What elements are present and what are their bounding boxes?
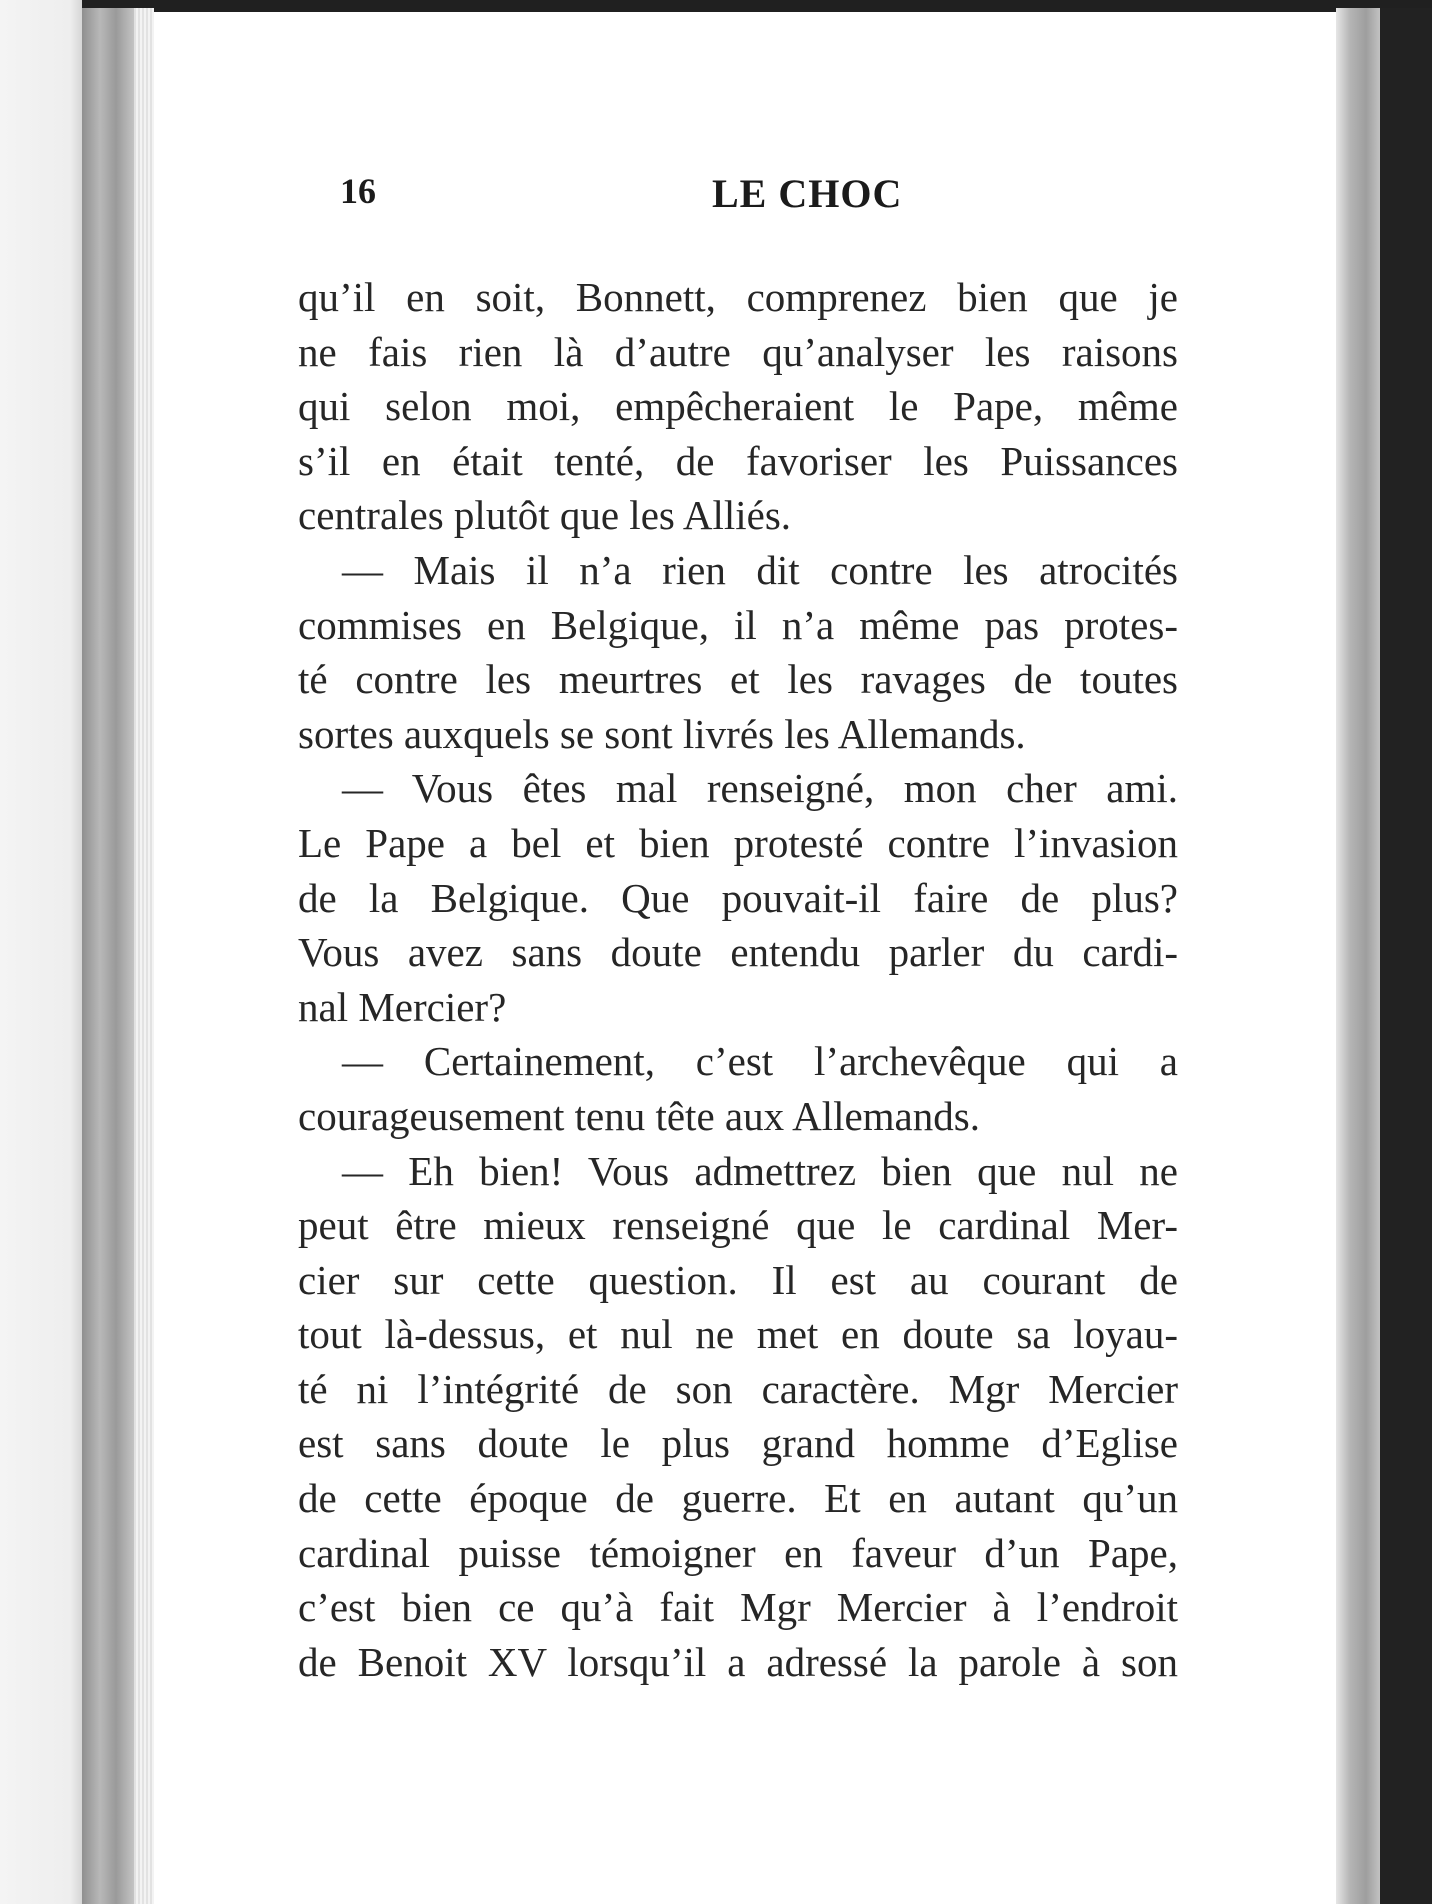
text-line: ne fais rien là d’autre qu’analyser les raisons — [298, 328, 1178, 375]
book-page — [154, 12, 1336, 1904]
body-text — [298, 270, 1178, 1689]
text-line: qui selon moi, empêcheraient le Pape, même — [298, 383, 1178, 430]
text-line: — Mais il n’a rien dit contre les atrocités — [342, 546, 1178, 593]
text-line: sortes auxquels se sont livrés les Allemands. — [298, 710, 1026, 757]
text-line: — Vous êtes mal renseigné, mon cher ami. — [342, 765, 1178, 812]
text-line: Vous avez sans doute entendu parler du cardi- — [298, 929, 1178, 976]
text-line: Le Pape a bel et bien protesté contre l’invasion — [298, 819, 1178, 866]
page-header — [154, 160, 1336, 230]
book-page-edges — [134, 8, 154, 1904]
text-line: de la Belgique. Que pouvait-il faire de plus? — [298, 874, 1178, 921]
text-line: courageusement tenu tête aux Allemands. — [298, 1092, 980, 1139]
scan-right-margin — [1380, 8, 1432, 1904]
book-spine-shadow — [82, 8, 134, 1904]
text-line: qu’il en soit, Bonnett, comprenez bien que je — [298, 274, 1178, 320]
text-line: cardinal puisse témoigner en faveur d’un Pape, — [298, 1529, 1178, 1576]
book-right-gutter — [1336, 8, 1380, 1904]
scan-left-margin — [0, 0, 82, 1904]
text-line: — Eh bien! Vous admettrez bien que nul ne — [342, 1147, 1178, 1194]
text-line: tout là-dessus, et nul ne met en doute sa loyau- — [298, 1311, 1178, 1358]
text-line: c’est bien ce qu’à fait Mgr Mercier à l’endroit — [298, 1584, 1178, 1631]
text-line: de Benoit XV lorsqu’il a adressé la parole à son — [298, 1638, 1178, 1685]
scan-top-border — [0, 0, 1432, 12]
text-line: — Certainement, c’est l’archevêque qui a — [342, 1038, 1178, 1085]
text-line: nal Mercier? — [298, 983, 507, 1030]
text-line: de cette époque de guerre. Et en autant qu’un — [298, 1475, 1178, 1522]
text-line: cier sur cette question. Il est au courant de — [298, 1256, 1178, 1303]
running-title: LE CHOC — [712, 171, 903, 216]
page-number: 16 — [340, 171, 376, 211]
text-line: té ni l’intégrité de son caractère. Mgr Mercier — [298, 1365, 1178, 1412]
text-line: est sans doute le plus grand homme d’Eglise — [298, 1420, 1178, 1467]
text-line: centrales plutôt que les Alliés. — [298, 492, 792, 539]
text-line: commises en Belgique, il n’a même pas protes- — [298, 601, 1178, 648]
text-line: té contre les meurtres et les ravages de toutes — [298, 656, 1178, 703]
text-line: peut être mieux renseigné que le cardinal Mer- — [298, 1202, 1178, 1249]
text-line: s’il en était tenté, de favoriser les Puissances — [298, 437, 1178, 484]
